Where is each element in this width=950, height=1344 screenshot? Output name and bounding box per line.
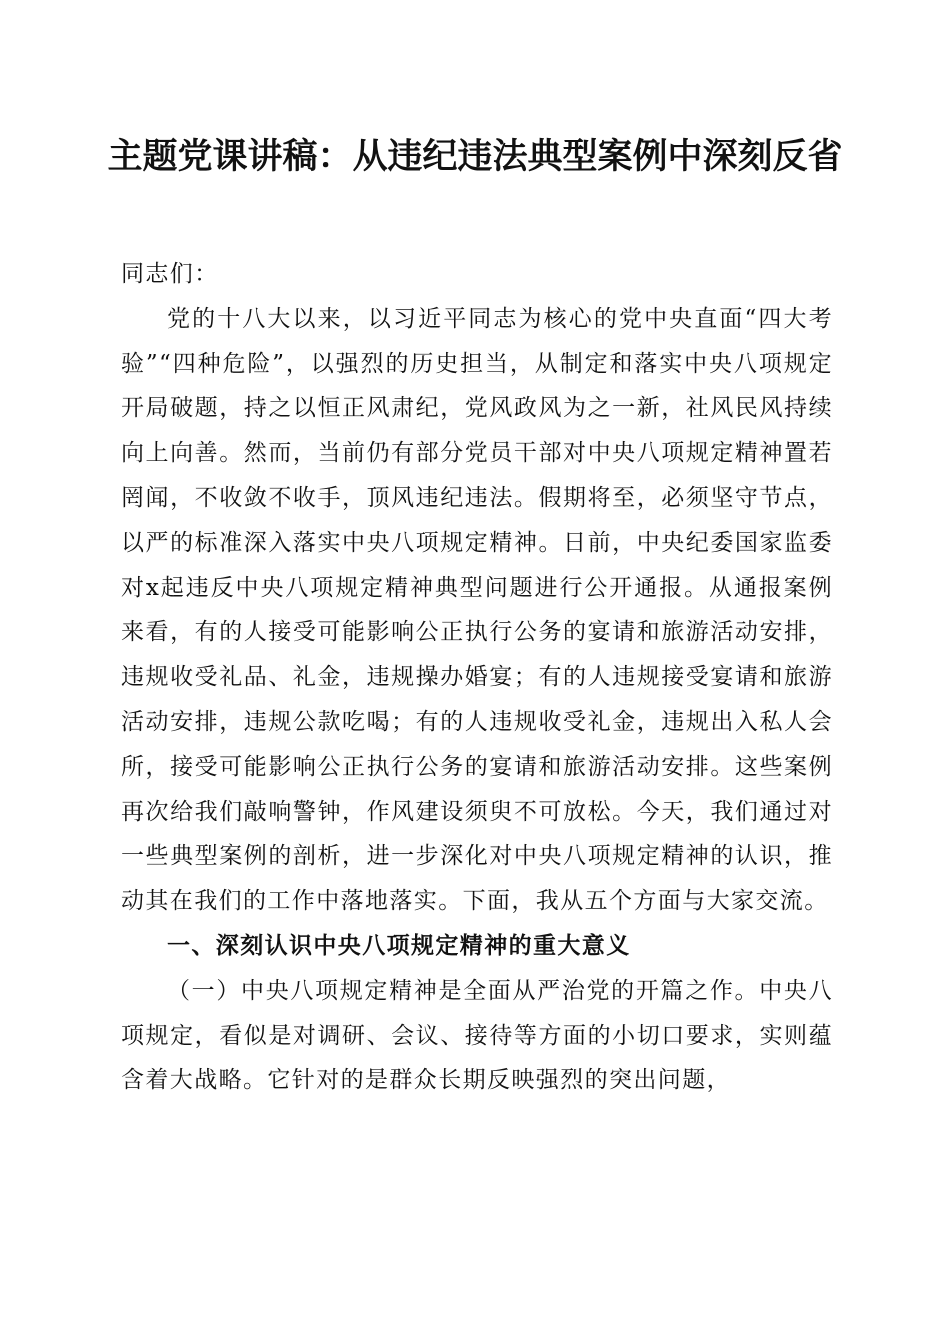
document-body — [121, 252, 833, 1103]
salutation: 同志们： — [121, 261, 219, 287]
subsection-paragraph: （一）中央八项规定精神是全面从严治党的开篇之作。中央八项规定，看似是对调研、会议、接待等方面的小切口要求，实则蕴含着大战略。它针对的是群众长期反映强烈的突出问题， — [121, 977, 833, 1094]
section-heading: 一、深刻认识中央八项规定精神的重大意义 — [167, 932, 631, 959]
document-title: 主题党课讲稿：从违纪违法典型案例中深刻反省 — [107, 136, 843, 177]
intro-paragraph: 党的十八大以来，以习近平同志为核心的党中央直面“四大考验”“四种危险”，以强烈的历史担当，从制定和落实中央八项规定开局破题，持之以恒正风肃纪，党风政风为之一新，社风民风持续向上向善。然而，当前仍有部分党员干部对中央八项规定精神置若罔闻，不收敛不收手，顶风违纪违法。假期将至，必须坚守节点，以严的标准深入落实中央八项规定精神。日前，中央纪委国家监委对x起违反中央八项规定精神典型问题进行公开通报。从通报案例来看，有的人接受可能影响公正执行公务的宴请和旅游活动安排，违规收受礼品、礼金，违规操办婚宴；有的人违规接受宴请和旅游活动安排，违规公款吃喝；有的人违规收受礼金，违规出入私人会所，接受可能影响公正执行公务的宴请和旅游活动安排。这些案例再次给我们敲响警钟，作风建设须臾不可放松。今天，我们通过对一些典型案例的剖析，进一步深化对中央八项规定精神的认识，推动其在我们的工作中落地落实。下面，我从五个方面与大家交流。 — [121, 305, 833, 915]
